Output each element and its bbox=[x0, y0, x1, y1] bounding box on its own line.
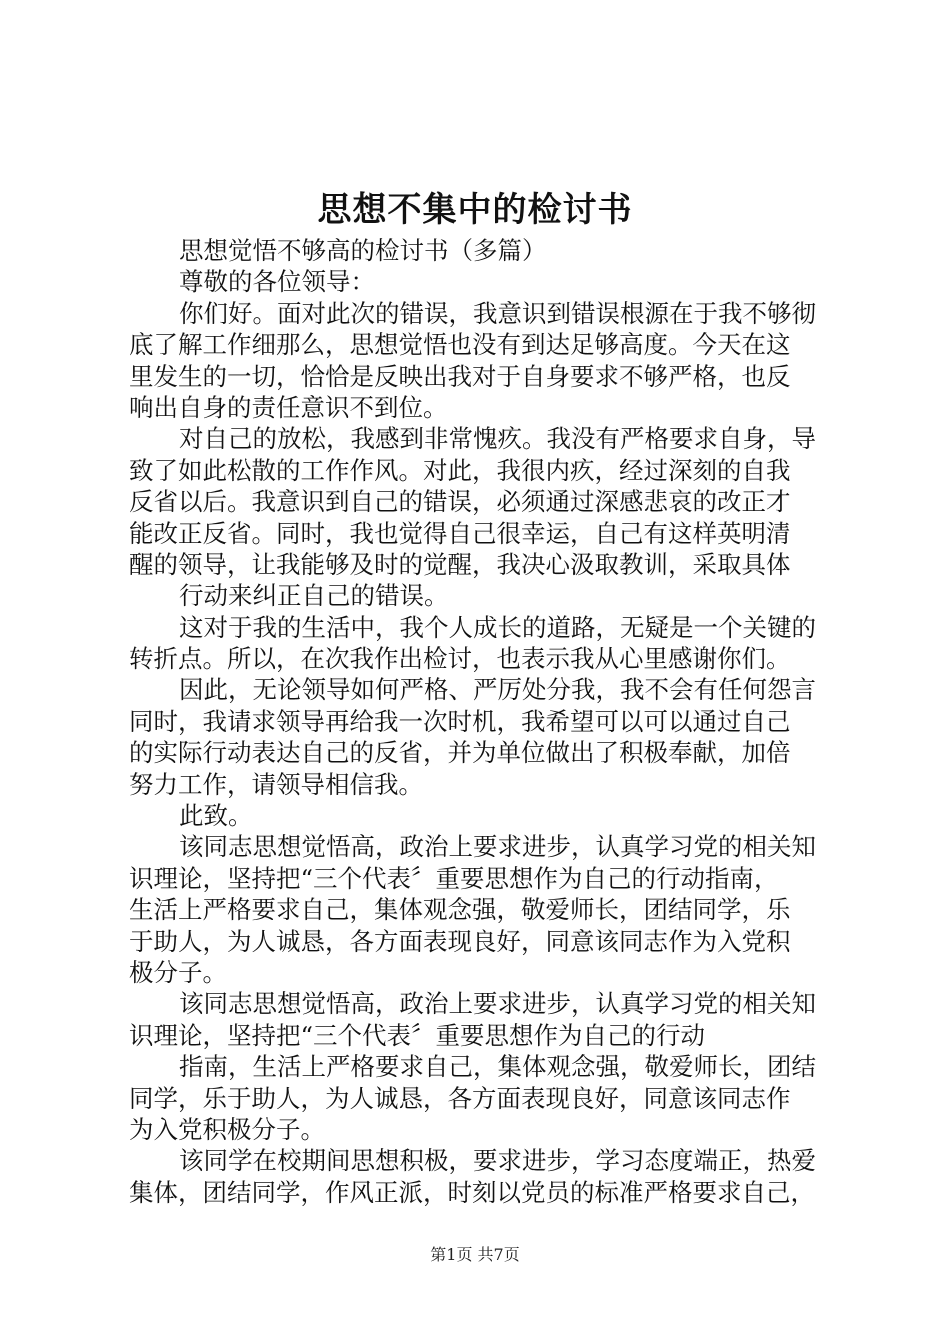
text-line: 指南，生活上严格要求自己，集体观念强，敬爱师长，团结 bbox=[179, 1052, 816, 1082]
text-line: 识理论，坚持把“三个代表〞重要思想作为自己的行动指南， bbox=[129, 863, 779, 893]
text-line: 能改正反省。同时，我也觉得自己很幸运，自己有这样英明清 bbox=[129, 518, 791, 548]
text-line: 因此，无论领导如何严格、严厉处分我，我不会有任何怨言 bbox=[179, 675, 816, 705]
text-line: 此致。 bbox=[179, 801, 253, 831]
text-line: 转折点。所以，在次我作出检讨，也表示我从心里感谢你们。 bbox=[129, 644, 791, 674]
page-footer: 第1页 共7页 bbox=[430, 1245, 520, 1264]
text-line: 生活上严格要求自己，集体观念强，敬爱师长，团结同学，乐 bbox=[129, 895, 791, 925]
text-line: 你们好。面对此次的错误，我意识到错误根源在于我不够彻 bbox=[179, 298, 816, 328]
text-line: 醒的领导，让我能够及时的觉醒，我决心汲取教训，采取具体 bbox=[129, 549, 791, 579]
document-title: 思想不集中的检讨书 bbox=[317, 190, 633, 230]
text-line: 极分子。 bbox=[129, 957, 227, 987]
text-line: 识理论，坚持把“三个代表〞重要思想作为自己的行动 bbox=[129, 1020, 706, 1050]
text-line: 底了解工作细那么，思想觉悟也没有到达足够高度。今天在这 bbox=[129, 330, 791, 360]
text-line: 致了如此松散的工作作风。对此，我很内疚，经过深刻的自我 bbox=[129, 455, 791, 485]
text-line: 对自己的放松，我感到非常愧疚。我没有严格要求自身，导 bbox=[179, 424, 816, 454]
text-line: 尊敬的各位领导： bbox=[179, 267, 375, 297]
text-line: 响出自身的责任意识不到位。 bbox=[129, 392, 448, 422]
text-line: 反省以后。我意识到自己的错误，必须通过深感悲哀的改正才 bbox=[129, 487, 791, 517]
text-line: 思想觉悟不够高的检讨书（多篇） bbox=[179, 236, 547, 265]
text-line: 于助人，为人诚恳，各方面表现良好，同意该同志作为入党积 bbox=[129, 926, 791, 956]
text-line: 该同志思想觉悟高，政治上要求进步，认真学习党的相关知 bbox=[179, 989, 816, 1019]
text-line: 为入党积极分子。 bbox=[129, 1114, 325, 1144]
text-line: 这对于我的生活中，我个人成长的道路，无疑是一个关键的 bbox=[179, 612, 816, 642]
text-line: 同学，乐于助人，为人诚恳，各方面表现良好，同意该同志作 bbox=[129, 1083, 791, 1113]
document-body bbox=[129, 235, 835, 1208]
text-line: 同时，我请求领导再给我一次时机，我希望可以可以通过自己 bbox=[129, 706, 791, 736]
text-line: 该同学在校期间思想积极，要求进步，学习态度端正，热爱 bbox=[179, 1146, 816, 1176]
text-line: 该同志思想觉悟高，政治上要求进步，认真学习党的相关知 bbox=[179, 832, 816, 862]
text-line: 里发生的一切，恰恰是反映出我对于自身要求不够严格，也反 bbox=[129, 361, 791, 391]
text-line: 行动来纠正自己的错误。 bbox=[179, 581, 449, 611]
text-line: 集体，团结同学，作风正派，时刻以党员的标准严格要求自己， bbox=[129, 1177, 815, 1207]
text-line: 努力工作，请领导相信我。 bbox=[129, 769, 423, 799]
text-line: 的实际行动表达自己的反省，并为单位做出了积极奉献，加倍 bbox=[129, 738, 791, 768]
